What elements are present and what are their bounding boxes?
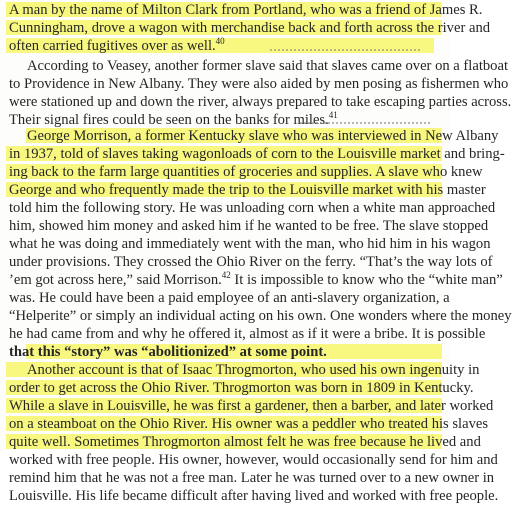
text-line: told him the following story. He was unloading corn when a white man approached	[9, 200, 496, 216]
text-line: A man by the name of Milton Clark from Portland, who was a friend of James R.	[9, 2, 483, 18]
handwritten-annotation	[300, 119, 430, 124]
text-line: that this “story” was “abolitionized” at some point.	[9, 344, 327, 360]
text-line: remind him that he was not a free man. Later he was turned over to a new owner in	[9, 470, 495, 486]
text-line: often carried fugitives over as well.$^{40}$	[9, 36, 225, 54]
text-line: quite well. Sometimes Throgmorton almost felt he was free because he lived and	[9, 434, 481, 450]
handwritten-annotation	[270, 46, 420, 51]
text-line: Another account is that of Isaac Throgmorton, who used his own ingenuity in	[27, 362, 480, 378]
footnote-ref: 41	[328, 110, 338, 121]
text-line: under provisions. They crossed the Ohio River on the ferry. “That’s the way lots of	[9, 254, 493, 270]
text-line: Cunningham, drove a wagon with merchandise back and forth across the river and	[9, 20, 491, 36]
text-line: Their signal fires could be seen on the banks for miles.$^{41}$	[9, 110, 338, 128]
text-line: he had came from and why he offered it, almost as if it were a bribe. It is possible	[9, 326, 486, 342]
text-line: were stationed up and down the river, always prepared to take escaping parties across.	[9, 94, 512, 110]
text-line: in 1937, told of slaves taking wagonloads of corn to the Louisville market and bring-	[9, 146, 505, 162]
footnote-ref: 40	[215, 36, 225, 47]
text-line: on a steamboat on the Ohio River. His owner was a peddler who treated his slaves	[9, 416, 489, 432]
text-line: Louisville. His life became difficult after having lived and worked with free people.	[9, 488, 499, 504]
text-line: ’em got across here,” said Morrison.$^{42}$ It is impossible to know who the “white man”	[9, 270, 503, 288]
footnote-ref: 42	[221, 270, 231, 281]
text-line: George and who frequently made the trip to the Louisville market with his master	[9, 182, 486, 198]
text-line: ing back to the farm large quantities of groceries and supplies. A slave who knew	[9, 164, 483, 180]
text-line: to Providence in New Albany. They were also aided by men posing as fishermen who	[9, 76, 509, 92]
text-line: According to Veasey, another former slave said that slaves came over on a flatboat	[27, 58, 509, 74]
text-line: was. He could have been a paid employee of an anti-slavery organization, a	[9, 290, 450, 306]
text-line: order to get across the Ohio River. Throgmorton was born in 1809 in Kentucky.	[9, 380, 474, 396]
text-line: what he was doing and immediately went with the man, who hid him in his wagon	[9, 236, 491, 252]
text-line: While a slave in Louisville, he was first a gardener, then a barber, and later worked	[9, 398, 494, 414]
text-line: “Helperite” or simply an individual acting on his own. One wonders where the money	[9, 308, 512, 324]
text-line: him, showed him money and asked him if he wanted to be free. The slave stopped	[9, 218, 489, 234]
text-line: worked with free people. His owner, however, would occasionally send for him and	[9, 452, 498, 468]
text-line: George Morrison, a former Kentucky slave who was interviewed in New Albany	[27, 128, 499, 144]
